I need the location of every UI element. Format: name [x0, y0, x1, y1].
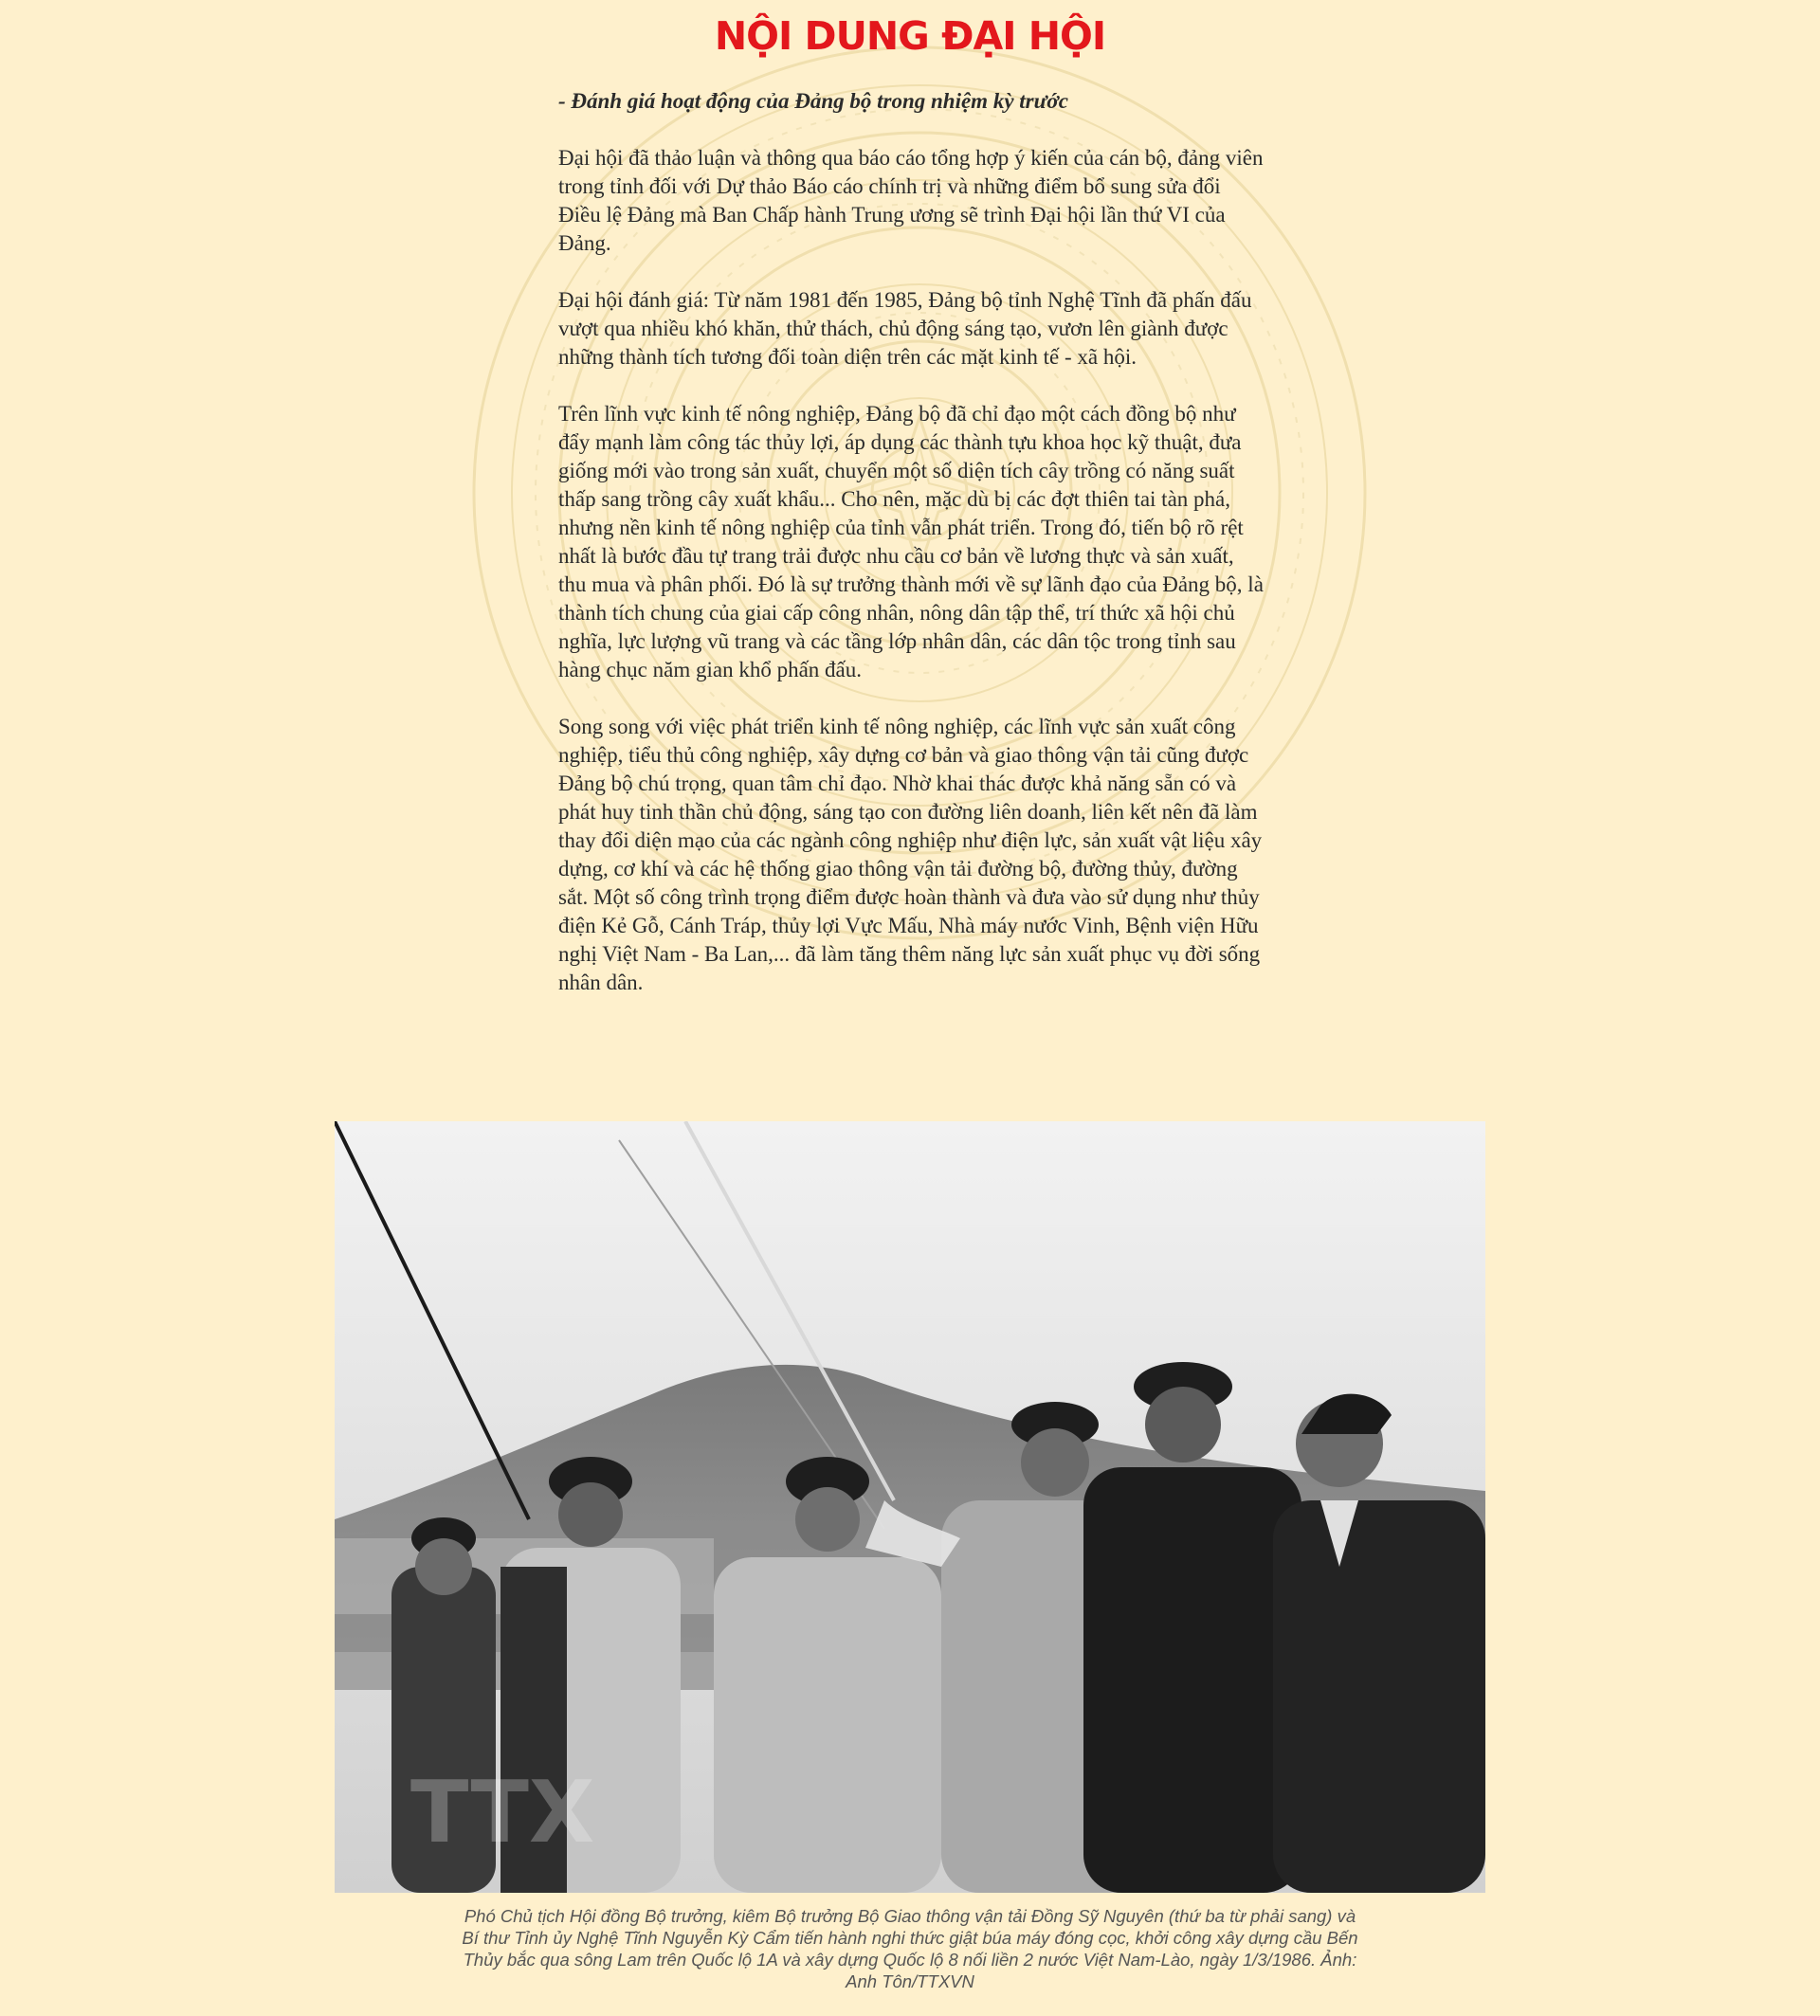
photo-watermark: TTX — [410, 1763, 595, 1862]
section-subheading: - Đánh giá hoạt động của Đảng bộ trong nhiệm kỳ trước — [558, 89, 1068, 113]
paragraph-2: Đại hội đánh giá: Từ năm 1981 đến 1985, Đảng bộ tỉnh Nghệ Tĩnh đã phấn đấu vượt qua nhiều khó khăn, thử thách, chủ động sáng tạo, vươn lên giành được những thành tích tương đối toàn diện trên các mặt kinh tế - xã hội. — [558, 288, 1252, 369]
historic-photo — [335, 1121, 1485, 1893]
article-body — [558, 87, 1265, 1026]
photo-caption: Phó Chủ tịch Hội đồng Bộ trưởng, kiêm Bộ trưởng Bộ Giao thông vận tải Đồng Sỹ Nguyên (thứ ba từ phải sang) và Bí thư Tỉnh ủy Nghệ Tĩnh Nguyễn Kỳ Cẩm tiến hành nghi thức giật búa máy đóng cọc, khởi công xây dựng cầu Bến Thủy bắc qua sông Lam trên Quốc lộ 1A và xây dựng Quốc lộ 8 nối liền 2 nước Việt Nam-Lào, ngày 1/3/1986. Ảnh: Anh Tôn/TTXVN — [462, 1906, 1358, 1991]
paragraph-4: Song song với việc phát triển kinh tế nông nghiệp, các lĩnh vực sản xuất công nghiệp, tiểu thủ công nghiệp, xây dựng cơ bản và giao thông vận tải cũng được Đảng bộ chú trọng, quan tâm chỉ đạo. Nhờ khai thác được khả năng sẵn có và phát huy tinh thần chủ động, sáng tạo con đường liên doanh, liên kết nên đã làm thay đổi diện mạo của các ngành công nghiệp như điện lực, sản xuất vật liệu xây dựng, cơ khí và các hệ thống giao thông vận tải đường bộ, đường thủy, đường sắt. Một số công trình trọng điểm được hoàn thành và đưa vào sử dụng như thủy điện Kẻ Gỗ, Cánh Tráp, thủy lợi Vực Mấu, Nhà máy nước Vinh, Bệnh viện Hữu nghị Việt Nam - Ba Lan,... đã làm tăng thêm năng lực sản xuất phục vụ đời sống nhân dân. — [558, 715, 1263, 994]
paragraph-1: Đại hội đã thảo luận và thông qua báo cáo tổng hợp ý kiến của cán bộ, đảng viên trong tỉnh đối với Dự thảo Báo cáo chính trị và những điểm bổ sung sửa đổi Điều lệ Đảng mà Ban Chấp hành Trung ương sẽ trình Đại hội lần thứ VI của Đảng. — [558, 146, 1264, 255]
page-title: NỘI DUNG ĐẠI HỘI — [714, 13, 1106, 59]
paragraph-3: Trên lĩnh vực kinh tế nông nghiệp, Đảng bộ đã chỉ đạo một cách đồng bộ như đẩy mạnh làm công tác thủy lợi, áp dụng các thành tựu khoa học kỹ thuật, đưa giống mới vào trong sản xuất, chuyển một số diện tích cây trồng có năng suất thấp sang trồng cây xuất khẩu... Cho nên, mặc dù bị các đợt thiên tai tàn phá, nhưng nền kinh tế nông nghiệp của tỉnh vẫn phát triển. Trong đó, tiến bộ rõ rệt nhất là bước đầu tự trang trải được nhu cầu cơ bản về lương thực và sản xuất, thu mua và phân phối. Đó là sự trưởng thành mới về sự lãnh đạo của Đảng bộ, là thành tích chung của giai cấp công nhân, nông dân tập thể, trí thức xã hội chủ nghĩa, lực lượng vũ trang và các tầng lớp nhân dân, các dân tộc trong tỉnh sau hàng chục năm gian khổ phấn đấu. — [558, 402, 1264, 681]
photo-illustration — [335, 1121, 1485, 1893]
